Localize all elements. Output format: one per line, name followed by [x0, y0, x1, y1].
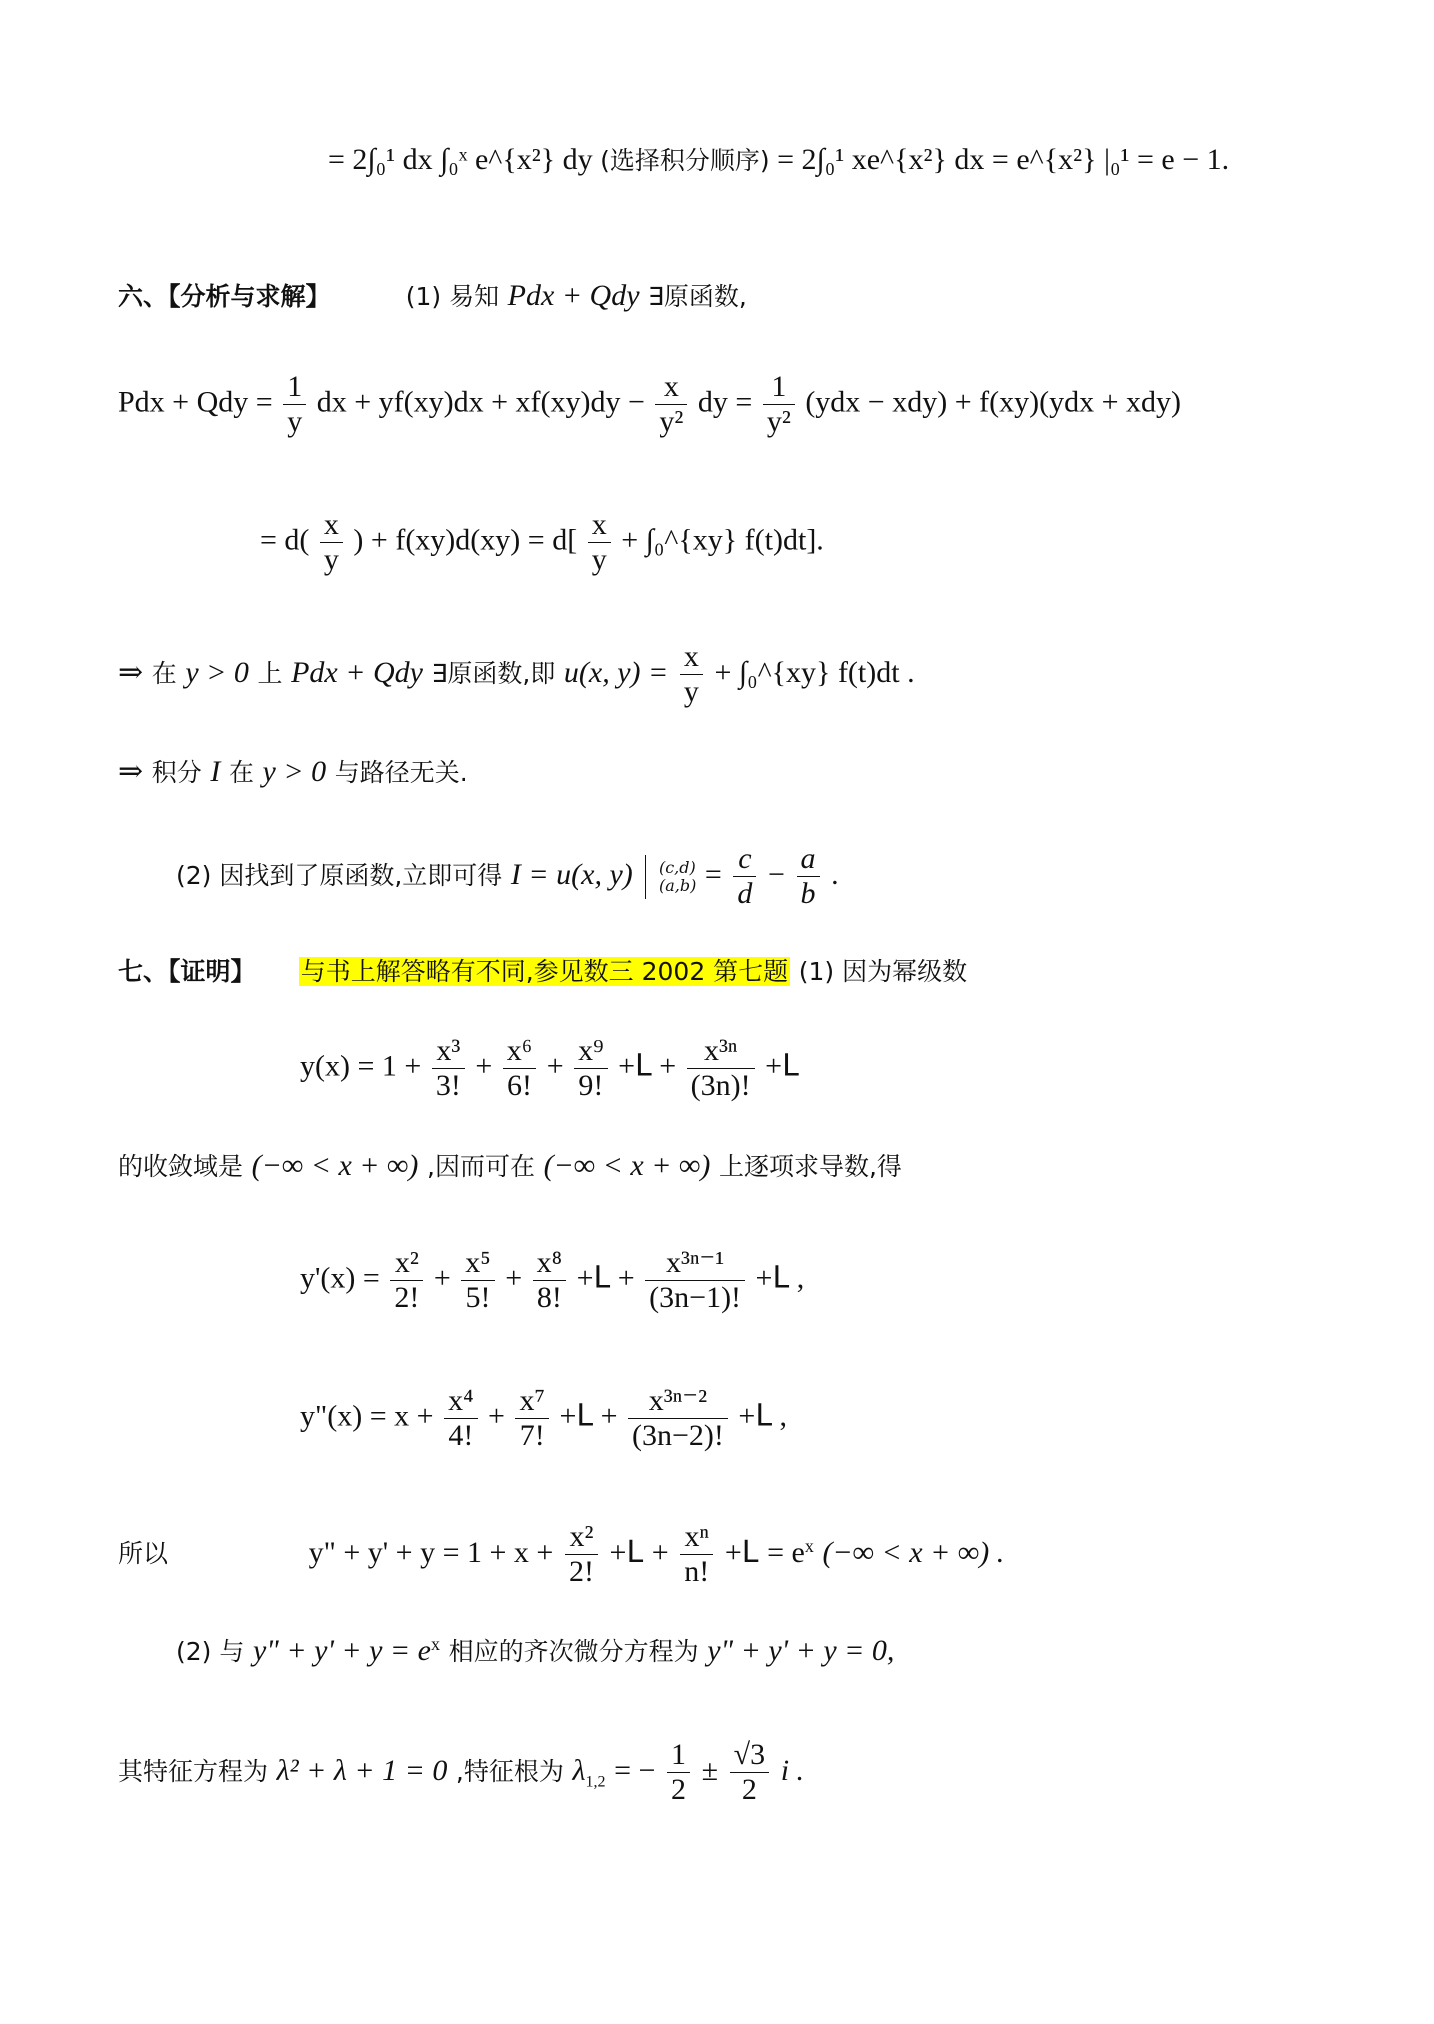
- c2-c: 在: [228, 758, 254, 787]
- sec6-eq2: [0, 508, 1434, 577]
- num: x³ⁿ: [687, 1034, 755, 1069]
- char-h: i .: [780, 1754, 805, 1787]
- eq2-b: ) + f(xy)d(xy) = d[: [353, 523, 578, 557]
- sec6-conclusion-2: [0, 752, 1434, 793]
- fraction: [733, 842, 756, 911]
- arrow: ⇒: [118, 755, 144, 788]
- fraction: [763, 370, 795, 439]
- c1-c: Pdx + Qdy: [291, 656, 423, 689]
- convergence-line: [0, 1146, 1434, 1187]
- fraction: [515, 1384, 548, 1453]
- p2-f: −: [768, 858, 785, 891]
- num: 1: [283, 370, 306, 405]
- char-e: 1,2: [585, 1773, 606, 1791]
- ellipsis-L: L: [741, 1535, 759, 1570]
- eq1-mid2: dy =: [697, 385, 753, 419]
- den: 4!: [448, 1419, 474, 1452]
- char-a: 其特征方程为: [118, 1757, 269, 1786]
- fraction: [503, 1034, 536, 1103]
- sec6-intro: (1) 易知: [405, 282, 500, 311]
- c1-b: 上: [257, 659, 283, 688]
- plus: +: [488, 1399, 505, 1433]
- sum-c: (−∞ < x + ∞) .: [822, 1536, 1005, 1569]
- p2-g: .: [831, 858, 839, 891]
- eq2-c: + ∫₀^{xy} f(t)dt].: [621, 523, 824, 557]
- integral-eq-a: = 2∫₀¹ dx ∫₀ˣ e^{x²} dy: [328, 143, 593, 176]
- num: 1: [667, 1738, 690, 1773]
- plus: +: [600, 1399, 618, 1433]
- s7p2-d: y" + y' + y = 0,: [707, 1634, 895, 1667]
- num: x³ⁿ⁻²: [628, 1384, 728, 1419]
- den: 8!: [536, 1281, 562, 1314]
- c2-a: 积分: [151, 758, 202, 787]
- c2-d: y > 0: [262, 755, 327, 788]
- upper-limit: (c,d): [658, 857, 696, 877]
- char-d: λ: [572, 1754, 586, 1787]
- s7p2-c: 相应的齐次微分方程为: [448, 1637, 699, 1666]
- den: y: [591, 543, 607, 576]
- arrow: ⇒: [118, 656, 144, 689]
- comma: ,: [796, 1261, 805, 1295]
- den: 2: [741, 1773, 757, 1806]
- integral-note: (选择积分顺序): [600, 146, 770, 175]
- c1-f: + ∫₀^{xy} f(t)dt .: [714, 656, 915, 689]
- fraction: [730, 1738, 769, 1807]
- ellipsis-L: L: [593, 1260, 611, 1296]
- num: √3: [730, 1738, 769, 1773]
- fraction: [667, 1738, 690, 1807]
- num: 1: [763, 370, 795, 405]
- num: x³: [432, 1034, 465, 1069]
- conv-d: (−∞ < x + ∞): [543, 1149, 711, 1182]
- plus: +: [433, 1261, 451, 1295]
- plus: +: [559, 1399, 577, 1433]
- plus: +: [738, 1399, 756, 1433]
- char-g: ±: [701, 1754, 719, 1787]
- sec7-part2: [0, 1624, 1434, 1672]
- den: (3n−1)!: [649, 1281, 742, 1314]
- den: 5!: [465, 1281, 491, 1314]
- eq1-left: Pdx + Qdy =: [118, 385, 273, 419]
- fraction: [320, 508, 343, 577]
- fraction: [444, 1384, 477, 1453]
- s7p2-b: y" + y' + y = e: [252, 1634, 431, 1667]
- sec7-intro: (1) 因为幂级数: [798, 957, 968, 986]
- fraction: [565, 1520, 598, 1589]
- ypp-def: y"(x) = x +: [300, 1399, 434, 1433]
- c2-b: I: [210, 755, 221, 788]
- series-y: [0, 1034, 1434, 1103]
- fraction: [283, 370, 306, 439]
- num: x²: [390, 1246, 423, 1281]
- fraction: [680, 1520, 713, 1589]
- num: xⁿ: [680, 1520, 713, 1555]
- ellipsis-L: L: [772, 1260, 790, 1296]
- den: 6!: [506, 1069, 532, 1102]
- num: c: [733, 842, 756, 877]
- fraction: [533, 1246, 566, 1315]
- fraction: [655, 370, 687, 439]
- plus: +: [724, 1536, 742, 1569]
- conv-a: 的收敛域是: [118, 1152, 244, 1181]
- sec6-part2: [0, 842, 1434, 911]
- den: y: [323, 543, 339, 576]
- num: x⁷: [515, 1384, 548, 1419]
- integral-line: [0, 140, 1434, 181]
- sum-line: [0, 1520, 1434, 1589]
- sec7-heading: 七、【证明】: [118, 957, 256, 986]
- den: 7!: [519, 1419, 545, 1452]
- lower-limit: (a,b): [658, 875, 697, 895]
- den: d: [737, 877, 753, 910]
- fraction: [432, 1034, 465, 1103]
- exp: x: [430, 1634, 440, 1654]
- den: y²: [766, 405, 791, 438]
- den: y: [683, 675, 699, 708]
- fraction: [574, 1034, 607, 1103]
- p2-b: I = u(x, y): [510, 858, 633, 891]
- ellipsis-L: L: [626, 1535, 644, 1570]
- fraction: [680, 640, 703, 709]
- series-ypp: [0, 1384, 1434, 1453]
- den: (3n)!: [690, 1069, 751, 1102]
- fraction: [588, 508, 611, 577]
- plus: +: [618, 1049, 636, 1083]
- plus: +: [659, 1049, 677, 1083]
- eq1-right: (ydx − xdy) + f(xy)(ydx + xdy): [805, 385, 1182, 419]
- den: (3n−2)!: [632, 1419, 724, 1452]
- sec6-intro-tail: ∃原函数,: [648, 282, 747, 311]
- den: 9!: [578, 1069, 604, 1102]
- ellipsis-L: L: [635, 1048, 652, 1084]
- den: 2!: [394, 1281, 420, 1314]
- sec6-heading-line: [0, 276, 1434, 317]
- so-label: 所以: [118, 1539, 169, 1568]
- eq2-a: = d(: [260, 523, 310, 557]
- plus: +: [755, 1261, 773, 1295]
- char-c: ,特征根为: [455, 1757, 564, 1786]
- den: y: [287, 405, 303, 438]
- fraction: [628, 1384, 728, 1453]
- num: x⁵: [461, 1246, 494, 1281]
- num: x⁴: [444, 1384, 477, 1419]
- char-f: = −: [614, 1754, 656, 1787]
- plus: +: [475, 1049, 493, 1083]
- den: b: [800, 877, 816, 910]
- den: n!: [684, 1555, 710, 1588]
- num: x⁹: [574, 1034, 607, 1069]
- plus: +: [505, 1261, 523, 1295]
- fraction: [390, 1246, 423, 1315]
- plus: +: [609, 1536, 627, 1569]
- fraction: [687, 1034, 755, 1103]
- c1-d: ∃原函数,即: [431, 659, 556, 688]
- ellipsis-L: L: [782, 1048, 799, 1084]
- highlighted-note: 与书上解答略有不同,参见数三 2002 第七题: [300, 957, 789, 986]
- eq1-mid: dx + yf(xy)dx + xf(xy)dy −: [316, 385, 645, 419]
- characteristic-line: [0, 1738, 1434, 1807]
- yp-def: y'(x) =: [300, 1261, 380, 1295]
- plus: +: [765, 1049, 783, 1083]
- c1-a: 在: [151, 659, 177, 688]
- c2-e: 与路径无关.: [334, 758, 468, 787]
- den: 2: [671, 1773, 686, 1806]
- fraction: [797, 842, 820, 911]
- y-def: y(x) = 1 +: [300, 1049, 422, 1083]
- num: x⁶: [503, 1034, 536, 1069]
- den: y²: [659, 405, 684, 438]
- sec6-conclusion-1: [0, 640, 1434, 709]
- num: x: [588, 508, 611, 543]
- den: 3!: [435, 1069, 461, 1102]
- p2-e: =: [704, 858, 722, 891]
- c1-e: u(x, y) =: [563, 656, 669, 689]
- sec6-heading: 六、【分析与求解】: [118, 282, 331, 311]
- num: x⁸: [533, 1246, 566, 1281]
- conv-b: (−∞ < x + ∞): [251, 1149, 419, 1182]
- exp: x: [804, 1536, 814, 1556]
- fraction: [645, 1246, 745, 1315]
- c1-cond: y > 0: [185, 656, 249, 689]
- conv-c: ,因而可在: [427, 1152, 535, 1181]
- num: x³ⁿ⁻¹: [645, 1246, 745, 1281]
- plus: +: [617, 1261, 635, 1295]
- integral-eq-b: = 2∫₀¹ xe^{x²} dx = e^{x²} |₀¹ = e − 1.: [777, 143, 1230, 176]
- den: 2!: [568, 1555, 594, 1588]
- num: a: [797, 842, 820, 877]
- ellipsis-L: L: [755, 1398, 773, 1434]
- num: x: [680, 640, 703, 675]
- num: x²: [565, 1520, 598, 1555]
- sum-a: y" + y' + y = 1 + x +: [308, 1536, 554, 1569]
- fraction: [461, 1246, 494, 1315]
- num: x: [320, 508, 343, 543]
- plus: +: [546, 1049, 564, 1083]
- char-b: λ² + λ + 1 = 0: [276, 1754, 448, 1787]
- plus: +: [576, 1261, 594, 1295]
- ellipsis-L: L: [576, 1398, 594, 1434]
- series-yp: [0, 1246, 1434, 1315]
- sec7-heading-line: [0, 952, 1434, 992]
- num: x: [655, 370, 687, 405]
- p2-a: (2) 因找到了原函数,立即可得: [176, 861, 503, 890]
- evaluation-bar: [645, 855, 646, 899]
- sum-b: = e: [767, 1536, 805, 1569]
- comma: ,: [779, 1399, 788, 1433]
- sec6-eq1: [0, 370, 1434, 439]
- sec6-intro-math: Pdx + Qdy: [507, 279, 640, 312]
- plus: +: [651, 1536, 669, 1569]
- conv-e: 上逐项求导数,得: [718, 1152, 902, 1181]
- s7p2-a: (2) 与: [176, 1637, 245, 1666]
